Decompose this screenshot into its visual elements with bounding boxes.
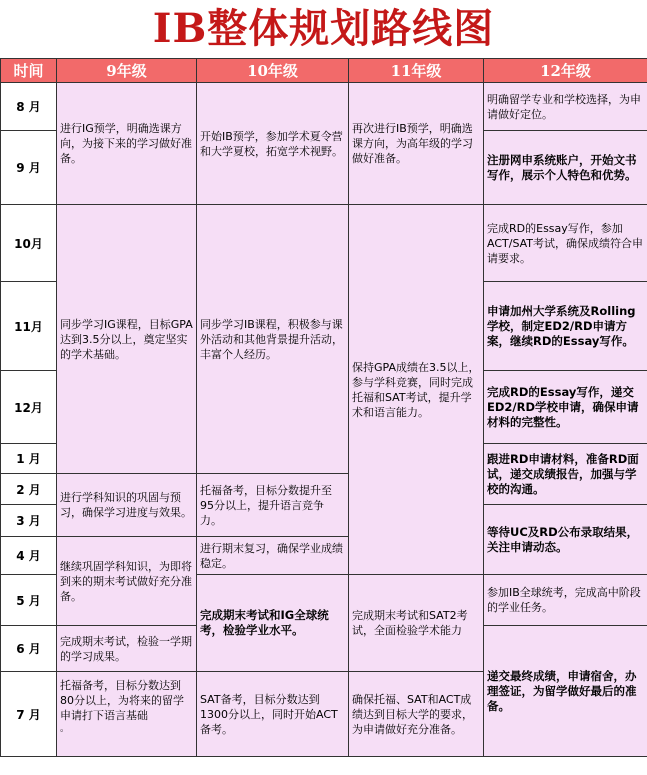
g9-jun	[57, 626, 197, 672]
plan-text: 再次进行IB预学，明确选课方向，为高年级的学习做好准备。	[352, 122, 473, 165]
month-feb: 2 月	[1, 474, 57, 505]
plan-text: 跟进RD申请材料，准备RD面试，递交成绩报告，加强与学校的沟通。	[487, 451, 639, 496]
g9-feb-mar	[57, 474, 197, 537]
g10-may-jun	[197, 575, 349, 672]
plan-text: 进行学科知识的巩固与预习，确保学习进度与效果。	[60, 491, 192, 519]
plan-text: 完成RD的Essay写作，递交ED2/RD学校申请，确保申请材料的完整性。	[487, 384, 639, 429]
g12-jun-jul	[484, 626, 647, 757]
month-nov: 11月	[1, 282, 57, 371]
g10-jul	[197, 672, 349, 757]
g12-mar-apr	[484, 505, 647, 575]
plan-text: 进行期末复习，确保学业成绩稳定。	[200, 541, 343, 570]
month-jun: 6 月	[1, 626, 57, 672]
plan-text: 明确留学专业和学校选择，为申请做好定位。	[487, 92, 641, 121]
month-dec: 12月	[1, 371, 57, 444]
plan-text: 同步学习IG课程，目标GPA达到3.5分以上，奠定坚实的学术基础。	[60, 317, 193, 361]
plan-text: 完成期末考试，检验一学期的学习成果。	[60, 634, 192, 663]
plan-text: 完成期末考试和SAT2考试，全面检验学术能力	[352, 609, 468, 637]
g12-oct	[484, 205, 647, 282]
plan-text: 完成RD的Essay写作，参加ACT/SAT考试，确保成绩符合申请要求。	[487, 221, 644, 265]
g12-sep	[484, 131, 647, 205]
plan-text: 参加IB全球统考，完成高中阶段的学业任务。	[487, 586, 641, 614]
g12-nov	[484, 282, 647, 371]
plan-text: 注册网申系统账户，开始文书写作，展示个人特色和优势。	[487, 152, 637, 182]
month-aug: 8 月	[1, 83, 57, 131]
g11-may-jun	[349, 575, 484, 672]
plan-text: 等待UC及RD公布录取结果，关注申请动态。	[487, 524, 639, 554]
month-apr: 4 月	[1, 537, 57, 575]
g10-feb-mar	[197, 474, 349, 537]
plan-text: 递交最终成绩，申请宿舍，办理签证，为留学做好最后的准备。	[487, 668, 637, 713]
g12-dec	[484, 371, 647, 444]
month-oct: 10月	[1, 205, 57, 282]
header-grade-11: 11年级	[349, 59, 484, 83]
month-may: 5 月	[1, 575, 57, 626]
g12-may	[484, 575, 647, 626]
plan-text: SAT备考，目标分数达到1300分以上，同时开始ACT备考。	[200, 692, 338, 736]
g12-jan-feb	[484, 444, 647, 505]
g10-aug-sep	[197, 83, 349, 205]
g9-apr-may	[57, 537, 197, 626]
g9-jul	[57, 672, 197, 757]
month-jan: 1 月	[1, 444, 57, 474]
page-title: IB整体规划路线图	[152, 5, 495, 52]
header-grade-12: 12年级	[484, 59, 647, 83]
header-grade-10: 10年级	[197, 59, 349, 83]
roadmap-table	[0, 58, 647, 757]
g10-apr	[197, 537, 349, 575]
plan-text: 保持GPA成绩在3.5以上，参与学科竞赛，同时完成托福和SAT考试，提升学术和语言能力。	[352, 360, 480, 419]
g11-jul	[349, 672, 484, 757]
plan-text-end: 。	[60, 724, 70, 734]
plan-text: 完成期末考试和IG全球统考，检验学业水平。	[200, 608, 329, 637]
month-jul: 7 月	[1, 672, 57, 757]
g11-oct-apr	[349, 205, 484, 575]
plan-text: 同步学习IB课程，积极参与课外活动和其他背景提升活动，丰富个人经历。	[200, 317, 343, 361]
plan-text: 托福备考，目标分数提升至95分以上，提升语言竞争力。	[200, 483, 332, 527]
plan-text: 确保托福、SAT和ACT成绩达到目标大学的要求，为申请做好充分准备。	[352, 692, 473, 736]
plan-text: 继续巩固学科知识，为即将到来的期末考试做好充分准备。	[60, 559, 192, 603]
header-time: 时间	[1, 59, 57, 83]
g11-aug-sep	[349, 83, 484, 205]
plan-text: 开始IB预学，参加学术夏令营和大学夏校，拓宽学术视野。	[200, 129, 343, 158]
g10-oct-jan	[197, 205, 349, 474]
header-grade-9: 9年级	[57, 59, 197, 83]
plan-text: 进行IG预学，明确选课方向，为接下来的学习做好准备。	[60, 122, 192, 165]
g9-aug-sep	[57, 83, 197, 205]
g9-oct-jan	[57, 205, 197, 474]
month-sep: 9 月	[1, 131, 57, 205]
month-mar: 3 月	[1, 505, 57, 537]
plan-text: 申请加州大学系统及Rolling学校，制定ED2/RD申请方案，继续RD的Essay写作。	[487, 303, 636, 348]
plan-text: 托福备考，目标分数达到80分以上，为将来的留学申请打下语言基础	[60, 679, 184, 722]
g12-aug	[484, 83, 647, 131]
